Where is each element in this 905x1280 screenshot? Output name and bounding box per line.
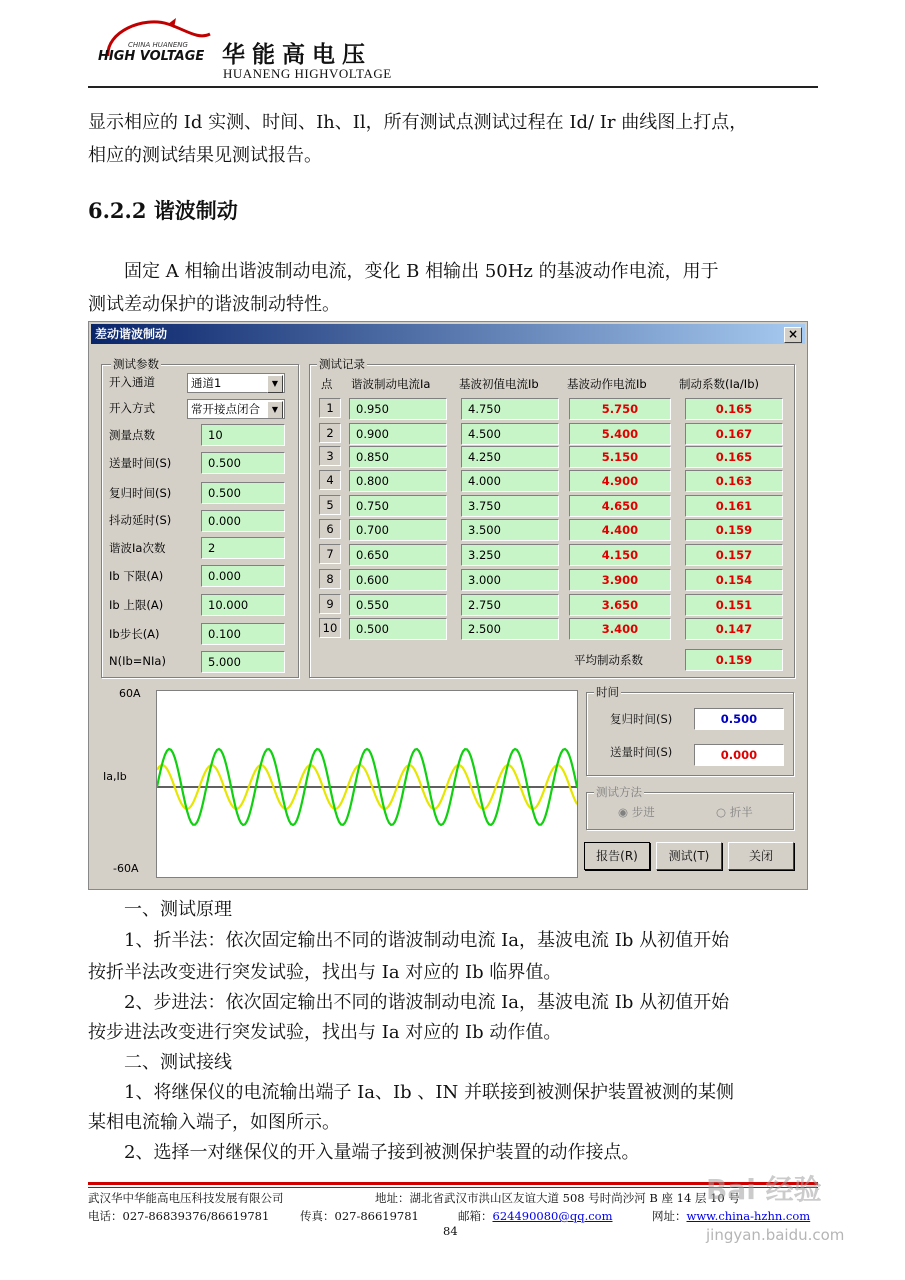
record-ib0-cell: 2.750 — [461, 594, 559, 616]
method-group-label: 测试方法 — [596, 785, 642, 799]
logo-line1: CHINA HUANENG — [128, 41, 188, 49]
record-ib0-cell: 4.750 — [461, 398, 559, 420]
params-group-label: 测试参数 — [113, 357, 159, 371]
company-logo — [98, 14, 218, 76]
record-k-cell: 0.161 — [685, 495, 783, 517]
record-ib0-cell: 4.500 — [461, 423, 559, 445]
radio-empty-icon[interactable]: ○ — [716, 805, 727, 819]
brand-english: HUANENG HIGHVOLTAGE — [223, 66, 392, 81]
record-ia-cell: 0.600 — [349, 569, 447, 591]
param-label-channel: 开入通道 — [109, 375, 155, 389]
record-k-cell: 0.157 — [685, 544, 783, 566]
footer-company: 武汉华中华能高电压科技发展有限公司 — [88, 1191, 284, 1205]
radio-selected-icon[interactable]: ◉ — [618, 805, 629, 819]
record-k-cell: 0.147 — [685, 618, 783, 640]
chevron-down-icon[interactable]: ▼ — [267, 401, 283, 419]
record-ib-cell: 4.150 — [569, 544, 671, 566]
records-group-label: 测试记录 — [319, 357, 365, 371]
footer-phone: 电话：027-86839376/86619781 — [88, 1209, 270, 1223]
record-ia-cell: 0.650 — [349, 544, 447, 566]
header-rule — [88, 86, 818, 88]
record-ib-cell: 4.900 — [569, 470, 671, 492]
record-point-index: 3 — [319, 446, 341, 466]
record-ib-cell: 3.650 — [569, 594, 671, 616]
footer-web-link[interactable]: www.china-hzhn.com — [686, 1209, 811, 1223]
record-k-cell: 0.163 — [685, 470, 783, 492]
record-ia-cell: 0.950 — [349, 398, 447, 420]
reset-time-field[interactable]: 0.500 — [201, 482, 285, 504]
record-k-cell: 0.154 — [685, 569, 783, 591]
param-label-ib-step: Ib步长(A) — [109, 627, 160, 641]
footer-mail-link[interactable]: 624490080@qq.com — [492, 1209, 613, 1223]
reset-time-readout: 0.500 — [694, 708, 784, 730]
record-point-index: 2 — [319, 423, 341, 443]
time-group-label: 时间 — [596, 685, 619, 699]
close-icon[interactable]: × — [784, 327, 802, 343]
record-ib-cell: 4.650 — [569, 495, 671, 517]
close-button[interactable]: 关闭 — [728, 842, 794, 870]
footer-web — [652, 1208, 810, 1224]
avg-label: 平均制动系数 — [574, 653, 643, 667]
param-label-debounce: 抖动延时(S) — [109, 513, 172, 527]
record-point-index: 1 — [319, 398, 341, 418]
send-time-label: 送量时间(S) — [610, 745, 673, 759]
record-ib-cell: 3.900 — [569, 569, 671, 591]
test-button[interactable]: 测试(T) — [656, 842, 722, 870]
records-header-point: 点 — [321, 377, 333, 391]
logo-line2: HIGH VOLTAGE — [98, 49, 205, 64]
section-line2: 测试差动保护的谐波制动特性。 — [88, 294, 340, 315]
record-ib0-cell: 3.250 — [461, 544, 559, 566]
debounce-field[interactable]: 0.000 — [201, 510, 285, 532]
record-ia-cell: 0.750 — [349, 495, 447, 517]
dialog-title: 差动谐波制动 — [95, 327, 168, 341]
harmonic-order-field[interactable]: 2 — [201, 537, 285, 559]
points-field[interactable]: 10 — [201, 424, 285, 446]
param-label-send-time: 送量时间(S) — [109, 456, 172, 470]
record-ib0-cell: 2.500 — [461, 618, 559, 640]
ib-min-field[interactable]: 0.000 — [201, 565, 285, 587]
channel-select-value: 通道1 — [191, 376, 222, 390]
record-ia-cell: 0.700 — [349, 519, 447, 541]
record-k-cell: 0.167 — [685, 423, 783, 445]
record-ib0-cell: 4.000 — [461, 470, 559, 492]
avg-value: 0.159 — [685, 649, 783, 671]
send-time-readout: 0.000 — [694, 744, 784, 766]
send-time-field[interactable]: 0.500 — [201, 452, 285, 474]
param-label-reset-time: 复归时间(S) — [109, 486, 172, 500]
record-ia-cell: 0.900 — [349, 423, 447, 445]
waveform-graph — [156, 690, 578, 878]
record-ia-cell: 0.550 — [349, 594, 447, 616]
param-label-harmonic-order: 谐波Ia次数 — [109, 541, 166, 555]
body-p4: 二、测试接线 — [124, 1052, 232, 1073]
record-ib-cell: 5.750 — [569, 398, 671, 420]
watermark-url: jingyan.baidu.com — [706, 1226, 845, 1244]
reset-time-label: 复归时间(S) — [610, 712, 673, 726]
record-point-index: 9 — [319, 594, 341, 614]
report-button[interactable]: 报告(R) — [584, 842, 650, 870]
record-point-index: 5 — [319, 495, 341, 515]
record-ib0-cell: 3.750 — [461, 495, 559, 517]
record-point-index: 10 — [319, 618, 341, 638]
record-ib-cell: 3.400 — [569, 618, 671, 640]
method-half-label: 折半 — [729, 805, 753, 819]
record-ib0-cell: 3.500 — [461, 519, 559, 541]
body-p1: 一、测试原理 — [124, 899, 232, 920]
graph-ymax: 60A — [119, 687, 141, 700]
record-ib0-cell: 3.000 — [461, 569, 559, 591]
brand-chinese: 华能高电压 — [222, 42, 372, 68]
footer-address: 地址：湖北省武汉市洪山区友谊大道 508 号时尚沙河 B 座 14 层 10 号 — [375, 1191, 740, 1205]
record-ib0-cell: 4.250 — [461, 446, 559, 468]
section-heading: 6.2.2 谐波制动 — [88, 198, 238, 223]
method-half-radio[interactable] — [716, 804, 753, 820]
record-k-cell: 0.165 — [685, 446, 783, 468]
footer-web-label: 网址： — [652, 1209, 687, 1223]
record-point-index: 6 — [319, 519, 341, 539]
chevron-down-icon[interactable]: ▼ — [267, 375, 283, 393]
graph-ylabel: Ia,Ib — [103, 770, 127, 783]
method-step-radio[interactable] — [618, 804, 655, 820]
intro-line2: 相应的测试结果见测试报告。 — [88, 145, 322, 166]
param-label-points: 测量点数 — [109, 428, 155, 442]
param-label-ib-max: Ib 上限(A) — [109, 598, 164, 612]
record-ib-cell: 5.150 — [569, 446, 671, 468]
record-k-cell: 0.151 — [685, 594, 783, 616]
param-label-mode: 开入方式 — [109, 401, 155, 415]
record-point-index: 4 — [319, 470, 341, 490]
record-point-index: 7 — [319, 544, 341, 564]
record-ia-cell: 0.850 — [349, 446, 447, 468]
param-label-ib-min: Ib 下限(A) — [109, 569, 164, 583]
dialog-titlebar — [91, 324, 805, 344]
param-label-n: N(Ib=NIa) — [109, 654, 166, 668]
intro-line1: 显示相应的 Id 实测、时间、Ih、Il，所有测试点测试过程在 Id/ Ir 曲线图上打点， — [88, 112, 748, 133]
body-p5b: 某相电流输入端子，如图所示。 — [88, 1112, 340, 1133]
body-p3b: 按步进法改变进行突发试验，找出与 Ia 对应的 Ib 动作值。 — [88, 1022, 562, 1043]
record-ia-cell: 0.800 — [349, 470, 447, 492]
graph-ymin: -60A — [113, 862, 139, 875]
record-ia-cell: 0.500 — [349, 618, 447, 640]
records-header-ib: 基波动作电流Ib — [567, 377, 647, 391]
method-step-label: 步进 — [631, 805, 655, 819]
record-point-index: 8 — [319, 569, 341, 589]
watermark-logo: Bai 经验 — [706, 1173, 822, 1206]
body-p6: 2、选择一对继保仪的开入量端子接到被测保护装置的动作接点。 — [124, 1142, 640, 1163]
channel-select[interactable] — [187, 373, 285, 393]
body-p2b: 按折半法改变进行突发试验，找出与 Ia 对应的 Ib 临界值。 — [88, 962, 562, 983]
record-ib-cell: 4.400 — [569, 519, 671, 541]
body-p3a: 2、步进法：依次固定输出不同的谐波制动电流 Ia，基波电流 Ib 从初值开始 — [124, 992, 730, 1013]
ib-step-field[interactable]: 0.100 — [201, 623, 285, 645]
footer-fax: 传真：027-86619781 — [300, 1209, 419, 1223]
footer-mail — [458, 1208, 613, 1224]
record-k-cell: 0.165 — [685, 398, 783, 420]
page-number: 84 — [443, 1224, 458, 1238]
body-p2a: 1、折半法：依次固定输出不同的谐波制动电流 Ia，基波电流 Ib 从初值开始 — [124, 930, 730, 951]
records-header-k: 制动系数(Ia/Ib) — [679, 377, 759, 391]
record-k-cell: 0.159 — [685, 519, 783, 541]
body-p5a: 1、将继保仪的电流输出端子 Ia、Ib 、IN 并联接到被测保护装置被测的某侧 — [124, 1082, 734, 1103]
mode-select-value: 常开接点闭合 — [191, 402, 260, 416]
ib-max-field[interactable]: 10.000 — [201, 594, 285, 616]
footer-mail-label: 邮箱： — [458, 1209, 493, 1223]
waveform-svg — [157, 691, 577, 877]
record-ib-cell: 5.400 — [569, 423, 671, 445]
records-header-ia: 谐波制动电流Ia — [351, 377, 431, 391]
mode-select[interactable] — [187, 399, 285, 419]
records-header-ib0: 基波初值电流Ib — [459, 377, 539, 391]
n-field[interactable]: 5.000 — [201, 651, 285, 673]
section-line1: 固定 A 相输出谐波制动电流，变化 B 相输出 50Hz 的基波动作电流，用于 — [124, 261, 719, 282]
